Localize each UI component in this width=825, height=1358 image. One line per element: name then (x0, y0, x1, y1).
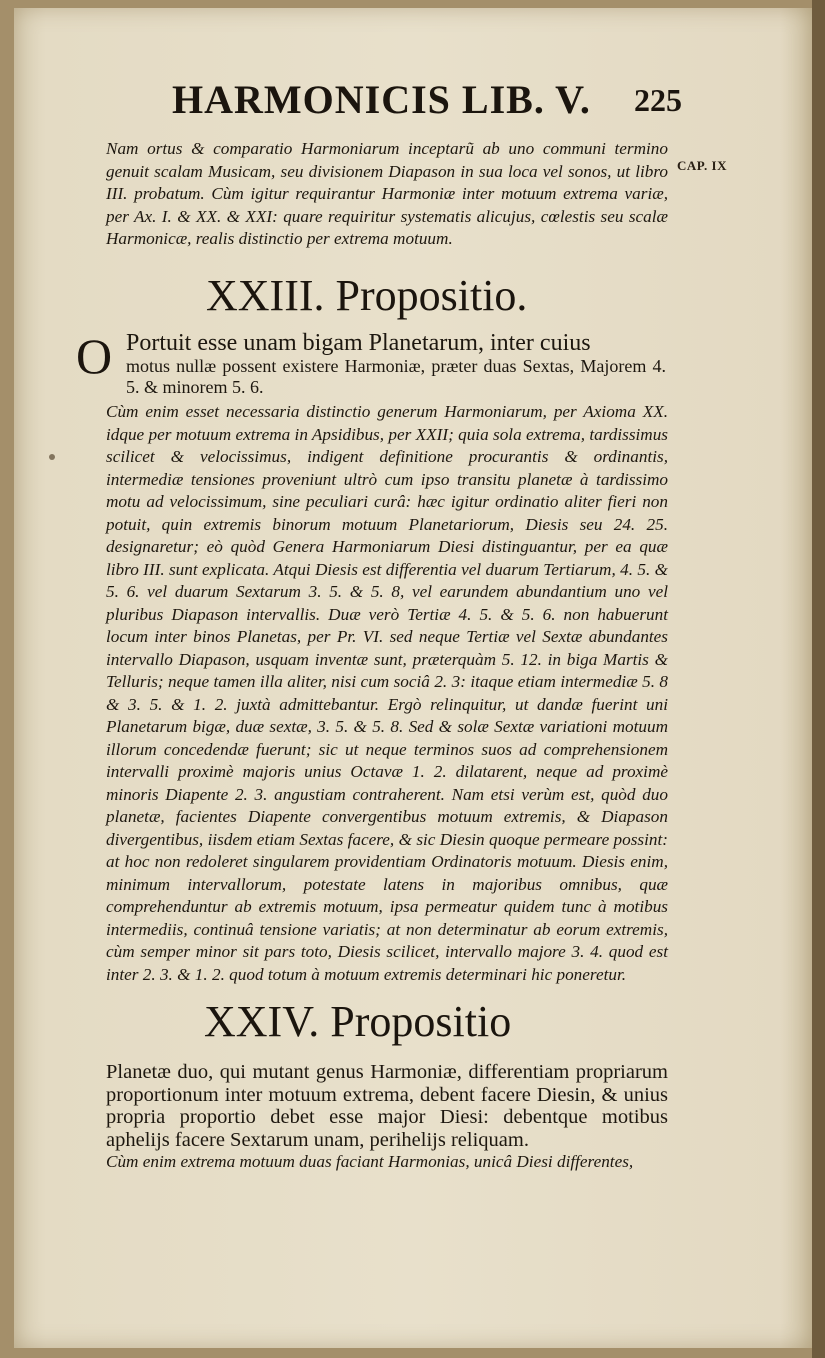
running-title: HARMONICIS LIB. V. (172, 77, 591, 122)
marginal-note: CAP. IX (677, 158, 727, 173)
book-page (14, 8, 812, 1348)
proposition-24-statement: Planetæ duo, qui mutant genus Harmoniæ, differentiam propriarum proportionum inter motuum extrema, debent facere Diesin, & unius propria proportio debet esse major Diesi: debentque motibus aphelijs facere Sextarum unam, perihelijs reliquam. (106, 1061, 668, 1151)
drop-cap: O (76, 328, 113, 384)
proposition-23-statement (126, 330, 666, 398)
proposition-24-heading: XXIV. Propositio (204, 997, 512, 1046)
proposition-23-proof: Cùm enim esset necessaria distinctio generum Harmoniarum, per Axioma XX. idque per motuum extrema in Apsidibus, per XXII; quia sola extrema, tardissimus scilicet & velocissimus, indigent definitione procurantis & ordinantis, intermediæ tensiones proveniunt ultrò cum ipso transitu planetæ à tardissimo motu ad velocissimum, sine peculiari curâ: hæc igitur ordinatio aliter fieri non potuit, quin extremis binorum motuum Planetariorum, Diesis seu 24. 25. designaretur; eò quòd Genera Harmoniarum Diesi distinguantur, per ea quæ libro III. sunt explicata. Atqui Diesis est differentia vel duarum Tertiarum, 4. 5. & 5. 6. vel duarum Sextarum 3. 5. & 5. 8, vel earundem abundantium uno vel pluribus Diapason intervallis. Duæ verò Tertiæ 4. 5. & 5. 6. non habuerunt locum inter binos Planetas, per Pr. VI. sed neque Tertiæ vel Sextæ abundantes intervallo Diapason, usquam inventæ sunt, præterquàm 5. 12. in biga Martis & Telluris; neque tamen illa aliter, nisi cum sociâ 2. 3: itaque etiam intermediæ 5. 8 & 3. 5. & 1. 2. juxtà admittebantur. Ergò relinquitur, ut dandæ fuerint uni Planetarum bigæ, duæ sextæ, 3. 5. & 5. 8. Sed & solæ Sextæ variationi motuum illorum concedendæ fuerunt; sic ut neque terminos suos ad comprehensionem intervalli proximè majoris unius Octavæ 1. 2. dilatarent, neque ad proximè minoris Diapente 2. 3. angustiam contraherent. Nam etsi verùm est, quòd duo planetæ, facientes Diapente convergentibus motuum extremis, & Diapason divergentibus, iisdem etiam Sextas facere, & sic Diesin quoque permeare possint: at hoc non redoleret singularem providentiam Ordinatoris motuum. Diesis enim, minimum intervallorum, potestate latens in majoribus omnibus, quæ comprehenduntur ab extremis motuum, ipsa permeatur quidem tunc à motibus intermediis, continuâ tensione variatis; at non determinatur ab eorum extremis, cùm semper minor sit pars toto, Diesis scilicet, intervallo majore 3. 4. quod est inter 2. 3. & 1. 2. quod totum à motuum extremis determinari hic poneretur. (106, 402, 668, 984)
proposition-23-heading: XXIII. Propositio. (206, 271, 528, 320)
proposition-24-proof: Cùm enim extrema motuum duas faciant Harmonias, unicâ Diesi differentes, (106, 1152, 634, 1171)
intro-paragraph: Nam ortus & comparatio Harmoniarum inceptarũ ab uno communi termino genuit scalam Musicam, seu divisionem Diapason in sua loca vel sonos, ut libro III. probatum. Cùm igitur requirantur Harmoniæ inter motuum extrema variæ, per Ax. I. & XX. & XXI: quare requiritur systematis alicujus, cœlestis seu scalæ Harmonicæ, realis distinctio per extrema motuum. (106, 139, 668, 248)
statement-first-line: Portuit esse unam bigam Planetarum, inter cuius (126, 330, 591, 356)
statement-rest: motus nullæ possent existere Harmoniæ, præter duas Sextas, Majorem 4. 5. & minorem 5. 6. (126, 356, 666, 397)
page-edge (812, 0, 825, 1358)
ink-stain (49, 454, 55, 460)
page-header (172, 76, 682, 126)
page-number: 225 (634, 82, 682, 118)
